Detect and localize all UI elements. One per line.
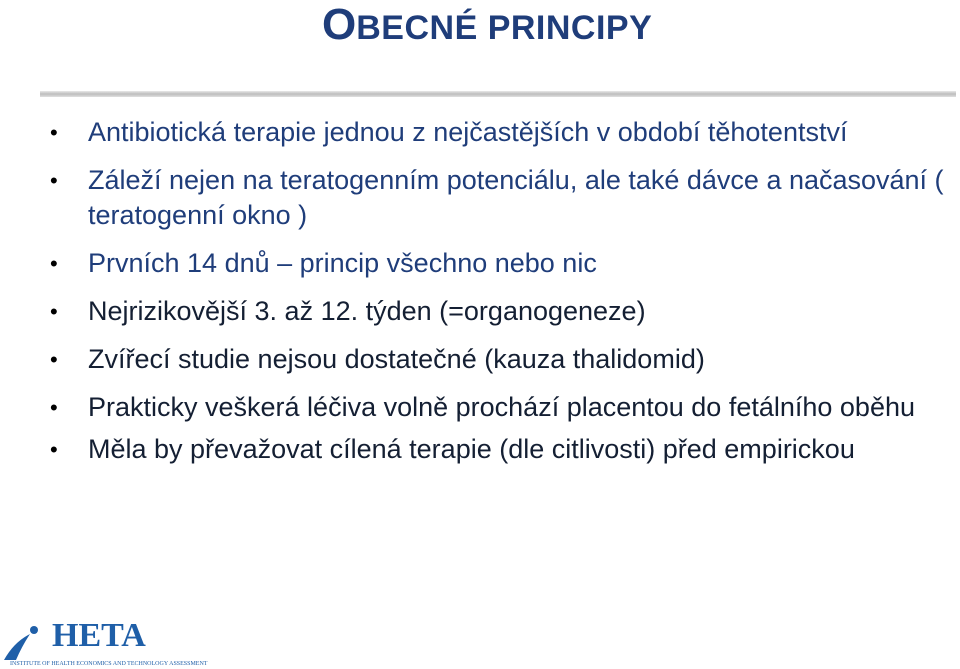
bullet-dot-icon: •	[50, 395, 58, 420]
bullet-item	[48, 294, 948, 329]
bullet-text: Antibiotická terapie jednou z nejčastějších v období těhotentství	[88, 117, 848, 147]
logo-wordmark: HETA	[52, 617, 146, 654]
bullet-item	[48, 342, 948, 377]
bullet-text: Měla by převažovat cílená terapie (dle citlivosti) před empirickou	[88, 434, 855, 464]
logo-swoosh-icon	[4, 634, 30, 660]
slide-title-rest: BECNÉ PRINCIPY	[356, 9, 653, 47]
bullet-dot-icon: •	[50, 168, 58, 193]
bullet-item	[48, 163, 948, 233]
slide-title	[322, 0, 652, 50]
bullet-text: Prvních 14 dnů – princip všechno nebo nic	[88, 248, 597, 278]
bullet-text: Prakticky veškerá léčiva volně prochází placentou do fetálního oběhu	[88, 392, 915, 422]
heta-logo	[0, 608, 210, 669]
bullet-dot-icon: •	[50, 437, 58, 462]
title-divider	[40, 91, 956, 97]
bullet-text: Zvířecí studie nejsou dostatečné (kauza thalidomid)	[88, 344, 705, 374]
bullet-item	[48, 246, 948, 281]
bullet-item	[48, 390, 948, 425]
bullet-dot-icon: •	[50, 347, 58, 372]
bullet-dot-icon: •	[50, 251, 58, 276]
logo-tagline: INSTITUTE OF HEALTH ECONOMICS AND TECHNOLOGY ASSESSMENT	[10, 661, 208, 667]
bullet-text: Záleží nejen na teratogenním potenciálu, ale také dávce a načasování ( teratogenní okno )	[88, 165, 944, 230]
bullet-item	[48, 432, 948, 467]
slide-title-first-letter: O	[322, 0, 357, 49]
bullet-text: Nejrizikovější 3. až 12. týden (=organogeneze)	[88, 296, 646, 326]
bullet-item	[48, 115, 948, 150]
bullet-dot-icon: •	[50, 299, 58, 324]
bullet-list	[48, 115, 948, 480]
logo-dot-icon	[30, 626, 38, 634]
bullet-dot-icon: •	[50, 120, 58, 145]
